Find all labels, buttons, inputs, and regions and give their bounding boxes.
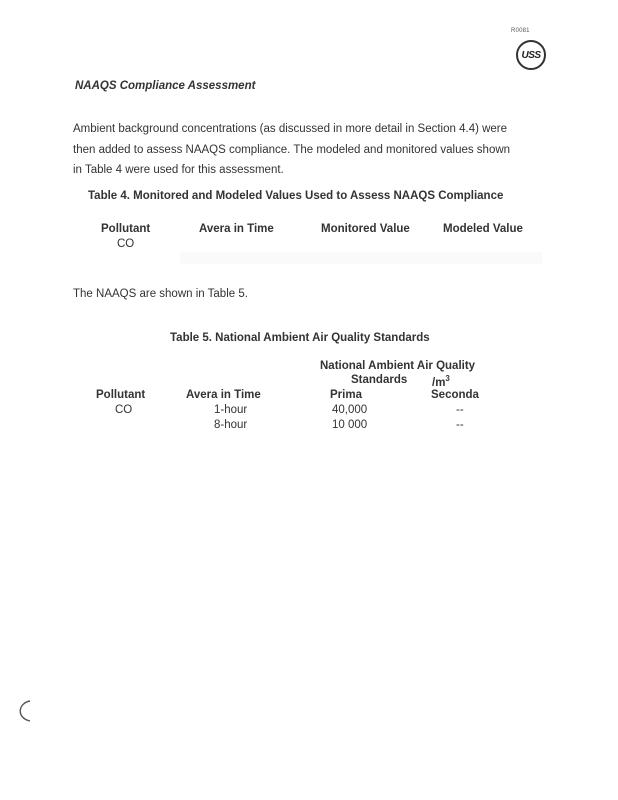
table5-group-header: National Ambient Air Quality xyxy=(320,360,476,372)
table4-header-monitored-value: Monitored Value xyxy=(321,223,410,235)
table4-faint-row xyxy=(180,252,542,264)
naaqs-paragraph: The NAAQS are shown in Table 5. xyxy=(73,288,248,300)
paragraph-line: then added to assess NAAQS compliance. The modeled and monitored values shown xyxy=(73,143,511,156)
document-code: R0081 xyxy=(511,28,530,34)
table5-row2-primary: 10 000 xyxy=(332,419,368,431)
table5-caption: Table 5. National Ambient Air Quality Standards xyxy=(170,332,430,344)
table5-group-header-standards: Standards xyxy=(351,374,408,386)
table5-header-primary: Prima xyxy=(330,389,362,401)
table4-header-modeled-value: Modeled Value xyxy=(443,223,523,235)
units-text: /m xyxy=(432,376,446,389)
intro-paragraph xyxy=(73,119,553,181)
table4-cell-pollutant: CO xyxy=(117,238,135,250)
table5-header-pollutant: Pollutant xyxy=(96,389,146,401)
paragraph-line: Ambient background concentrations (as discussed in more detail in Section 4.4) were xyxy=(73,123,508,135)
table5-header-secondary: Seconda xyxy=(431,389,479,401)
table5-row1-pollutant: CO xyxy=(115,404,133,416)
uss-logo xyxy=(516,40,546,70)
table5-row2-secondary: -- xyxy=(456,419,464,431)
crescent-scan-mark xyxy=(10,698,34,724)
table4-caption: Table 4. Monitored and Modeled Values Used to Assess NAAQS Compliance xyxy=(88,190,504,202)
table5-header-averaging-time: Avera in Time xyxy=(186,389,261,401)
table5-row2-time: 8-hour xyxy=(214,419,248,431)
table4-header-pollutant: Pollutant xyxy=(101,223,151,235)
table4-header-averaging-time: Avera in Time xyxy=(199,223,274,235)
section-title: NAAQS Compliance Assessment xyxy=(75,80,256,92)
table5-group-header-units xyxy=(432,374,450,389)
table5-row1-secondary: -- xyxy=(456,404,464,416)
paragraph-line: in Table 4 were used for this assessment. xyxy=(73,164,284,176)
table5-row1-time: 1-hour xyxy=(214,404,248,416)
table5-row1-primary: 40,000 xyxy=(332,404,368,416)
units-superscript: 3 xyxy=(445,374,450,383)
uss-logo-text: USS xyxy=(521,49,541,61)
